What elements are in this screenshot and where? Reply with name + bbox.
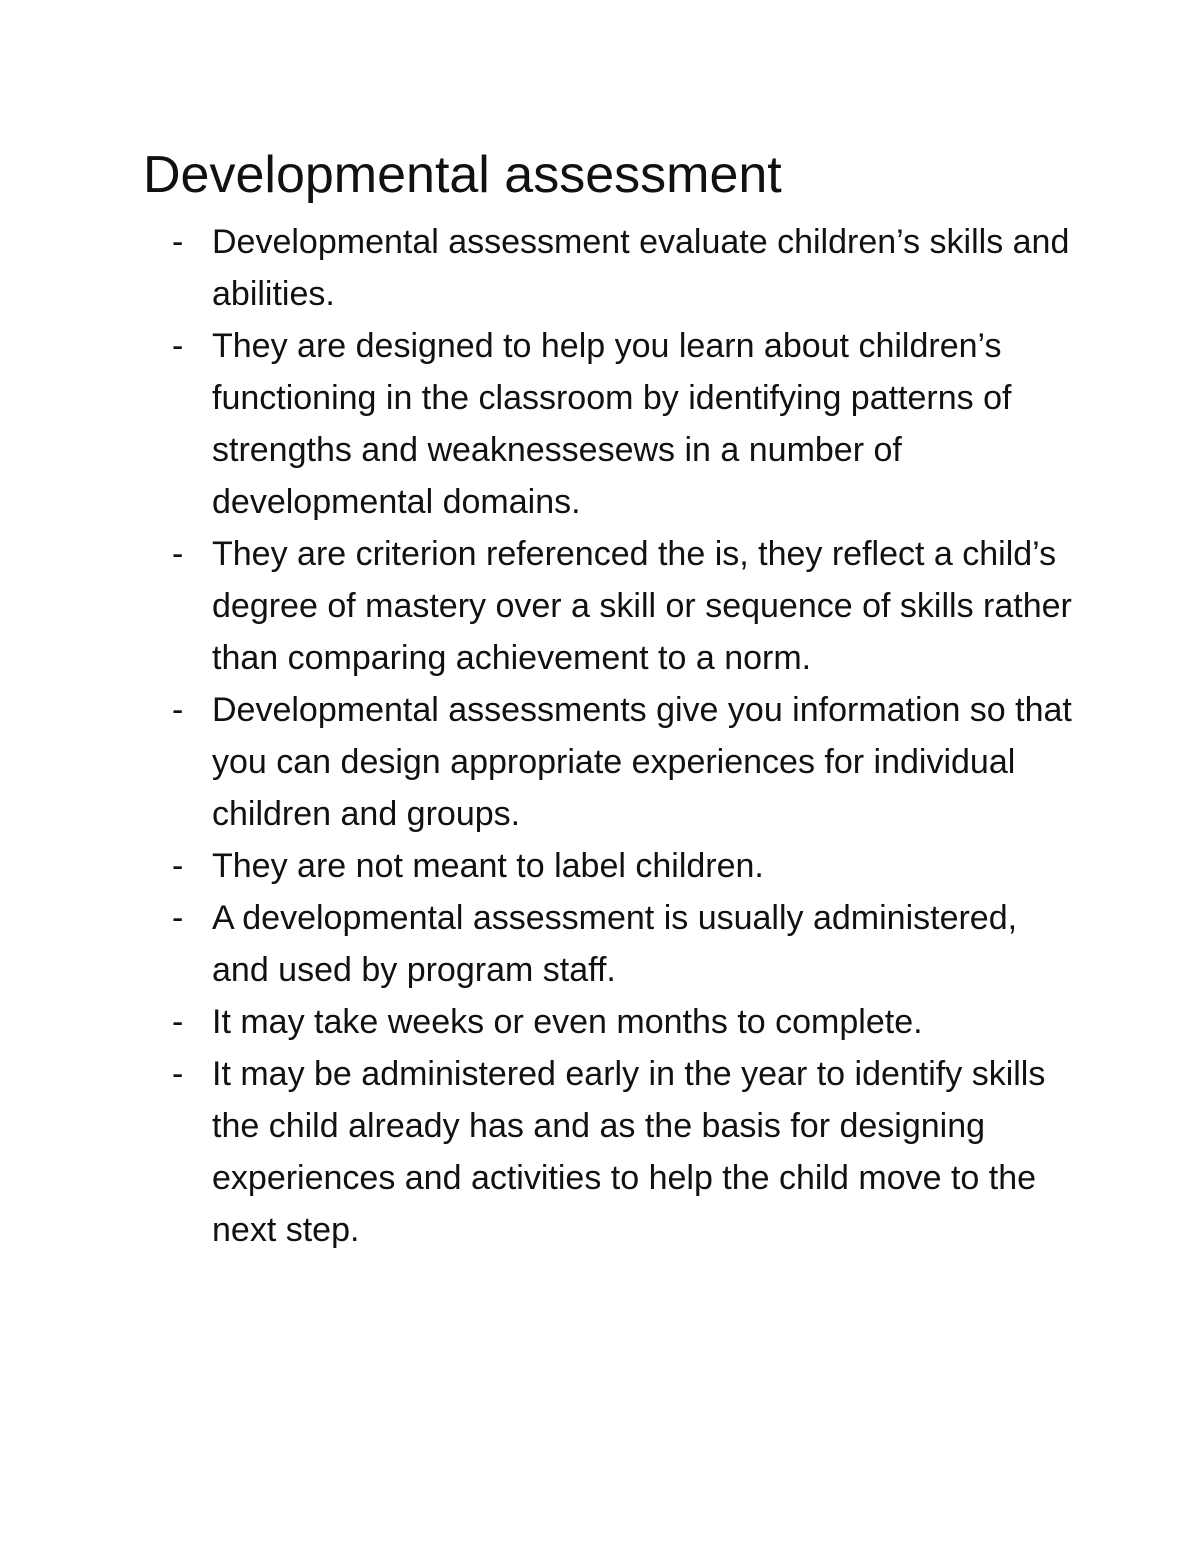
bullet-marker: - (172, 1003, 184, 1041)
bullet-marker: - (172, 899, 184, 937)
list-item (172, 840, 1072, 892)
list-item (172, 216, 1072, 320)
bullet-text: Developmental assessment evaluate children’s skills and abilities. (212, 223, 1070, 313)
bullet-text: Developmental assessments give you information so that you can design appropriate experiences for individual children and groups. (212, 691, 1072, 833)
list-item (172, 684, 1072, 840)
list-item (172, 320, 1072, 528)
document-title: Developmental assessment (143, 146, 782, 204)
bullet-marker: - (172, 1055, 184, 1093)
bullet-marker: - (172, 223, 184, 261)
list-item (172, 528, 1072, 684)
bullet-text: It may be administered early in the year to identify skills the child already has and as the basis for designing experiences and activities to help the child move to the next step. (212, 1055, 1046, 1249)
bullet-marker: - (172, 847, 184, 885)
bullet-list (172, 216, 1072, 1256)
bullet-marker: - (172, 535, 184, 573)
bullet-text: They are designed to help you learn about children’s functioning in the classroom by identifying patterns of strengths and weaknessesews in a number of developmental domains. (212, 327, 1012, 521)
bullet-text: They are criterion referenced the is, they reflect a child’s degree of mastery over a skill or sequence of skills rather than comparing achievement to a norm. (212, 535, 1072, 677)
bullet-text: They are not meant to label children. (212, 847, 764, 885)
bullet-text: It may take weeks or even months to complete. (212, 1003, 923, 1041)
bullet-marker: - (172, 691, 184, 729)
list-item (172, 1048, 1072, 1256)
bullet-marker: - (172, 327, 184, 365)
list-item (172, 996, 1072, 1048)
bullet-text: A developmental assessment is usually administered, and used by program staff. (212, 899, 1018, 989)
list-item (172, 892, 1072, 996)
